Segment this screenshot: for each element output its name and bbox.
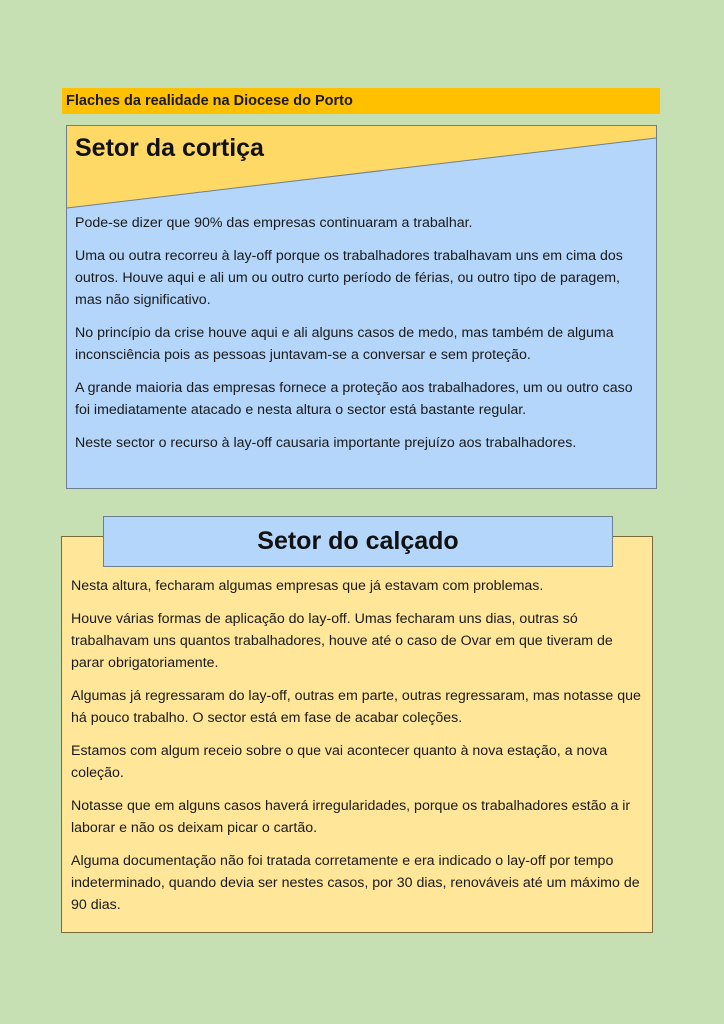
section-calcado-paragraph-2: Houve várias formas de aplicação do lay-off. Umas fecharam uns dias, outras só trabalhavam uns quantos trabalhadores, houve até o caso de Ovar em que tiveram de parar obrigatoriamente. [71, 611, 613, 671]
document-header-text: Flaches da realidade na Diocese do Porto [66, 93, 353, 109]
section-cortica-paragraph-3: No princípio da crise houve aqui e ali alguns casos de medo, mas também de alguma inconsciência pois as pessoas juntavam-se a conversar e sem proteção. [75, 325, 614, 363]
section-cortica-paragraph-5: Neste sector o recurso à lay-off causaria importante prejuízo aos trabalhadores. [75, 435, 577, 451]
section-calcado-body [71, 575, 643, 927]
section-cortica [66, 125, 657, 489]
section-cortica-paragraph-2: Uma ou outra recorreu à lay-off porque os trabalhadores trabalhavam uns em cima dos outros. Houve aqui e ali um ou outro curto período de férias, ou outro tipo de paragem, mas não significativo. [75, 248, 623, 308]
section-cortica-body [75, 212, 649, 465]
section-calcado-paragraph-5: Notasse que em alguns casos haverá irregularidades, porque os trabalhadores estão a ir laborar e não os deixam picar o cartão. [71, 798, 631, 836]
section-calcado [61, 536, 653, 933]
document-header [62, 88, 660, 114]
section-cortica-title: Setor da cortiça [75, 134, 264, 162]
section-cortica-paragraph-4: A grande maioria das empresas fornece a proteção aos trabalhadores, um ou outro caso foi imediatamente atacado e nesta altura o sector está bastante regular. [75, 380, 633, 418]
section-calcado-paragraph-3: Algumas já regressaram do lay-off, outras em parte, outras regressaram, mas notasse que há pouco trabalho. O sector está em fase de acabar coleções. [71, 688, 641, 726]
section-calcado-paragraph-4: Estamos com algum receio sobre o que vai acontecer quanto à nova estação, a nova coleção. [71, 743, 608, 781]
section-calcado-paragraph-1: Nesta altura, fecharam algumas empresas que já estavam com problemas. [71, 578, 544, 594]
section-cortica-paragraph-1: Pode-se dizer que 90% das empresas continuaram a trabalhar. [75, 215, 473, 231]
section-calcado-title: Setor do calçado [103, 516, 613, 567]
section-calcado-paragraph-6: Alguma documentação não foi tratada corretamente e era indicado o lay-off por tempo indeterminado, quando devia ser nestes casos, por 30 dias, renováveis até um máximo de 90 dias. [71, 853, 640, 913]
